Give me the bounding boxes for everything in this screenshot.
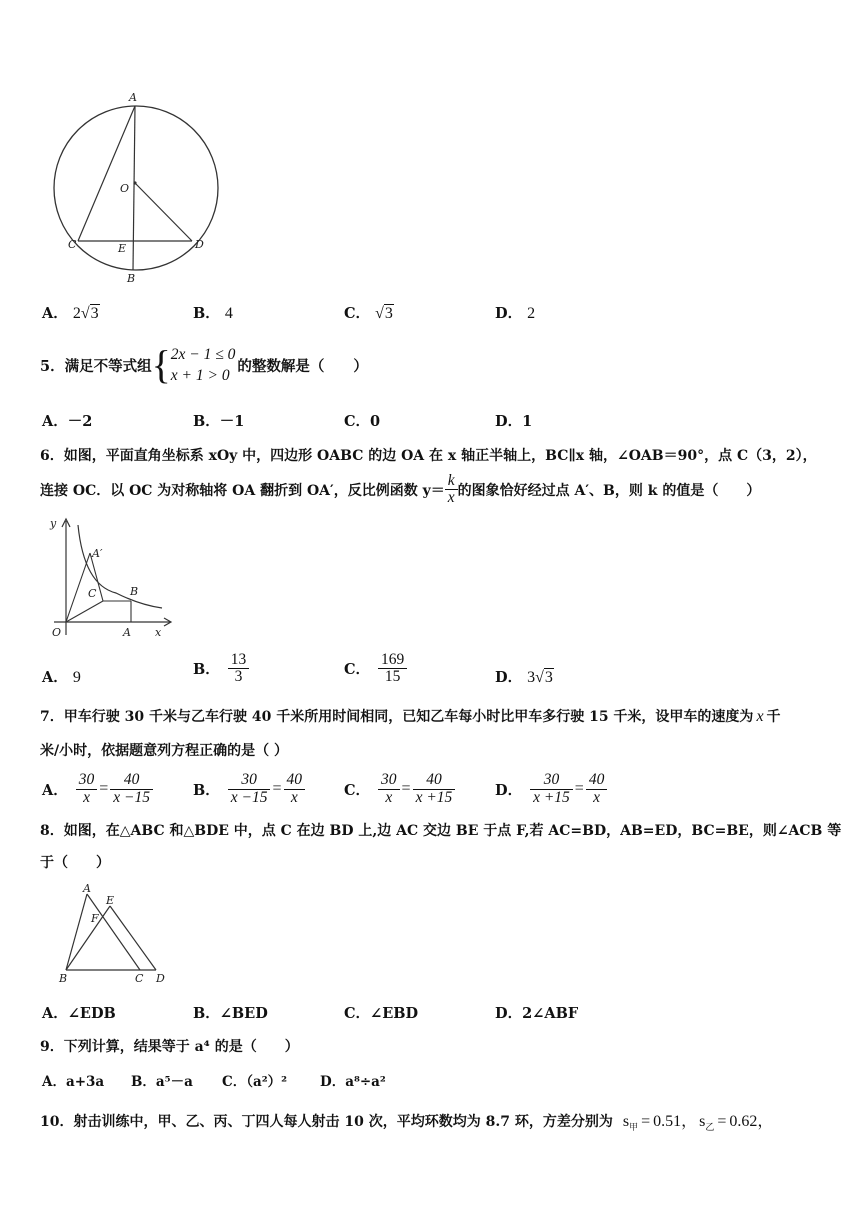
q9-option-c[interactable]: C．（a²）² xyxy=(222,1074,288,1090)
q7-option-c[interactable]: C． $\frac{30}{x}$ = $\frac{40}{x +15}$ xyxy=(344,768,455,810)
q5-option-d[interactable]: D．1 xyxy=(495,413,533,430)
fraction-k-over-x: $\frac{k}{x}$ xyxy=(445,473,458,507)
label-D: D xyxy=(156,972,165,985)
q7-question-line1: 7．甲车行驶 30 千米与乙车行驶 40 千米所用时间相同，已知乙车每小时比甲车多行驶 15 千米，设甲车的速度为 x 千 xyxy=(40,708,781,725)
chord-AC xyxy=(78,106,135,241)
q9-question: 9．下列计算，结果等于 a⁴ 的是（ ） xyxy=(40,1039,299,1055)
q8-question-line1: 8．如图，在△ABC 和△BDE 中，点 C 在边 BD 上,边 AC 交边 BE 于点 F,若 AC=BD，AB=ED，BC=BE，则∠ACB 等 xyxy=(40,823,842,839)
inequality-system: 2x − 1 ≤ 0 x + 1 > 0 xyxy=(170,346,236,384)
q7-option-a[interactable]: A． $\frac{30}{x}$ = $\frac{40}{x -15}$ xyxy=(42,768,153,810)
q6-option-b[interactable]: B． $\frac{13}{3}$ xyxy=(193,652,249,686)
q4-option-c[interactable]: C． √3 xyxy=(344,305,393,322)
q4-circle-figure xyxy=(40,86,240,286)
label-a-prime: A′ xyxy=(92,547,103,560)
label-A: A xyxy=(83,882,91,895)
q7-question-line2: 米/小时，依据题意列方程正确的是（ ） xyxy=(40,743,288,759)
segment-OD xyxy=(135,183,192,241)
label-O: O xyxy=(120,182,130,195)
q8-option-a[interactable]: A．∠EDB xyxy=(42,1005,116,1022)
q5-option-b[interactable]: B．－1 xyxy=(193,413,245,430)
label-E: E xyxy=(118,242,127,255)
label-C: C xyxy=(135,972,144,985)
label-c: C xyxy=(88,587,97,600)
q9-option-a[interactable]: A．a+3a xyxy=(42,1074,105,1090)
sqrt-icon: √3 xyxy=(375,305,393,322)
q6-option-c[interactable]: C． $\frac{169}{15}$ xyxy=(344,652,407,686)
sqrt-icon: √3 xyxy=(80,305,99,322)
sqrt-icon: √3 xyxy=(535,669,553,686)
q5-option-a[interactable]: A．－2 xyxy=(42,413,93,430)
q8-triangle-figure xyxy=(56,882,176,988)
fraction-169-15: $\frac{169}{15}$ xyxy=(378,652,407,686)
label-E: E xyxy=(106,894,115,907)
q4-option-a[interactable]: A． 2√3 xyxy=(42,305,99,322)
chord-AB xyxy=(133,106,135,270)
fraction-13-3: $\frac{13}{3}$ xyxy=(228,652,250,686)
q9-option-d[interactable]: D．a⁸÷a² xyxy=(320,1074,386,1090)
center-dot xyxy=(133,181,136,184)
q6-coordinate-figure xyxy=(40,515,180,645)
label-A: A xyxy=(129,91,137,104)
q10-question: 10．射击训练中，甲、乙、丙、丁四人每人射击 10 次，平均环数均为 8.7 环，方差分别为 $s_甲 = 0.51$， $s_乙 = 0.62$， xyxy=(40,1113,774,1133)
q5-option-c[interactable]: C．0 xyxy=(344,413,381,430)
label-B: B xyxy=(127,272,136,285)
label-B: B xyxy=(59,972,68,985)
q6-question-line2: 连接 OC．以 OC 为对称轴将 OA 翻折到 OA′，反比例函数 y＝ $\frac{k}{x}$ 的图象恰好经过点 A′、B，则 k 的值是（ ） xyxy=(40,472,761,507)
q8-option-d[interactable]: D．2∠ABF xyxy=(495,1005,579,1022)
q7-option-d[interactable]: D． $\frac{30}{x +15}$ = $\frac{40}{x}$ xyxy=(495,768,607,810)
label-y: y xyxy=(50,517,57,530)
label-F: F xyxy=(91,912,99,925)
label-o: O xyxy=(52,626,62,639)
q6-option-a[interactable]: A． 9 xyxy=(42,669,81,686)
q6-option-d[interactable]: D． 3√3 xyxy=(495,669,553,686)
label-D: D xyxy=(195,238,204,251)
circle xyxy=(54,106,218,270)
label-x: x xyxy=(155,626,162,639)
q8-option-c[interactable]: C．∠EBD xyxy=(344,1005,419,1022)
brace-icon: { xyxy=(151,342,171,387)
q8-question-line2: 于（ ） xyxy=(40,855,110,871)
q7-option-b[interactable]: B． $\frac{30}{x -15}$ = $\frac{40}{x}$ xyxy=(193,768,305,810)
q5-question: 5．满足不等式组 { 2x − 1 ≤ 0 x + 1 > 0 的整数解是（ ） xyxy=(40,342,368,387)
q6-question-line1: 6．如图，平面直角坐标系 xOy 中，四边形 OABC 的边 OA 在 x 轴正半轴上，BC∥x 轴，∠OAB＝90°，点 C（3，2）， xyxy=(40,448,817,464)
label-C: C xyxy=(68,238,77,251)
q9-option-b[interactable]: B．a⁵－a xyxy=(131,1074,193,1090)
label-a: A xyxy=(123,626,131,639)
q4-option-b[interactable]: B． 4 xyxy=(193,305,233,322)
q8-option-b[interactable]: B．∠BED xyxy=(193,1005,268,1022)
label-b: B xyxy=(130,585,139,598)
q4-option-d[interactable]: D． 2 xyxy=(495,305,536,322)
